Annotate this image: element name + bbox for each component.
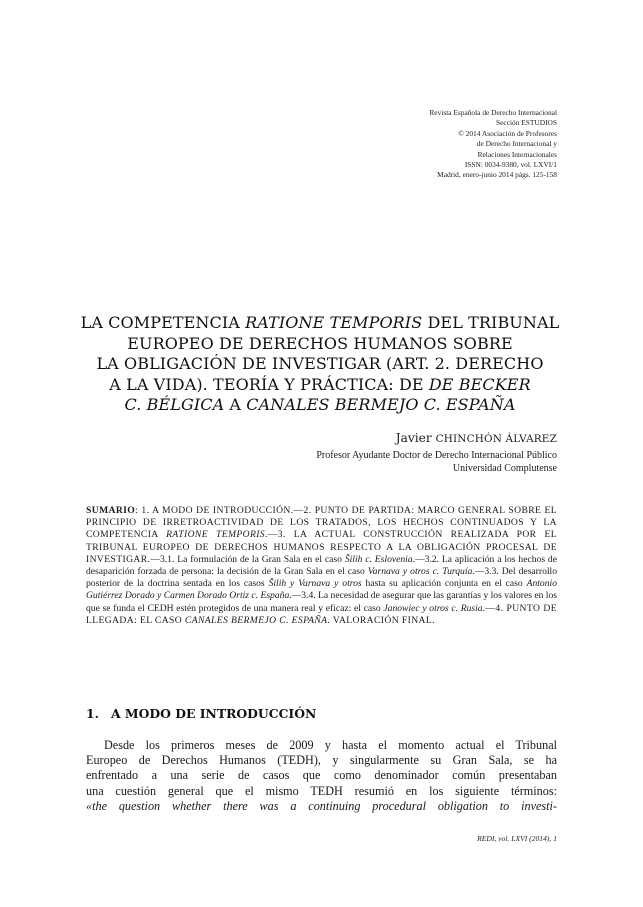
summary-text-italic: Šilih c. Eslovenia bbox=[344, 553, 413, 565]
summary-text: . VALORACIÓN FINAL. bbox=[327, 614, 435, 626]
summary-text-italic: Antonio Gutiérrez Dorado y Carmen Dorado Ortiz c. España bbox=[86, 578, 557, 602]
summary-text-italic: Varnava y otros c. Turquía bbox=[367, 566, 473, 578]
body-line: una cuestión general que el mismo TEDH resumió en los siguiente términos: bbox=[86, 783, 557, 798]
author-affiliation bbox=[316, 449, 557, 476]
author-last-name: CHINCHÓN ÁLVAREZ bbox=[435, 433, 557, 445]
section-heading bbox=[86, 706, 316, 721]
summary-text: .—3. LA ACTUAL CONSTRUCCIÓN REALIZADA POR EL TRIBUNAL EUROPEO DE DERECHOS HUMANOS RESPECTO A LA OBLIGACIÓN PROCESAL DE INVESTIGAR. bbox=[86, 529, 557, 565]
journal-masthead bbox=[429, 108, 557, 181]
masthead-line: Relaciones Internacionales bbox=[477, 149, 557, 159]
body-line: Desde los primeros meses de 2009 y hasta el momento actual el Tribunal bbox=[104, 738, 557, 752]
section-title: A MODO DE INTRODUCCIÓN bbox=[110, 706, 317, 721]
masthead-line: © 2014 Asociación de Profesores bbox=[458, 128, 557, 138]
title-line: LA OBLIGACIÓN DE INVESTIGAR (ART. 2. DERECHO bbox=[96, 354, 544, 373]
masthead-line: de Derecho Internacional y bbox=[476, 139, 557, 149]
summary-block bbox=[86, 505, 557, 627]
summary-label: SUMARIO bbox=[86, 505, 136, 516]
summary-text-italic: Janowiec y otros c. Rusia bbox=[383, 602, 483, 614]
title-text-italic: DE BECKER bbox=[428, 374, 531, 394]
article-title bbox=[60, 313, 580, 416]
section-number: 1. bbox=[86, 706, 99, 721]
title-line bbox=[60, 375, 580, 396]
title-text-italic: RATIONE TEMPORIS bbox=[245, 313, 423, 332]
summary-text: .—3.2. La aplicación a los hechos de desaparición forzada de persona: la decisión de la Gran Sala en el caso bbox=[86, 553, 557, 578]
summary-text-italic: CANALES BERMEJO C. ESPAÑA bbox=[184, 614, 328, 626]
title-text: DEL TRIBUNAL bbox=[422, 313, 560, 332]
summary-text: —3.1. La formulación de la Gran Sala en el caso bbox=[150, 553, 345, 565]
title-text-italic: C. BÉLGICA bbox=[124, 395, 225, 414]
page-footer: REDI, vol. LXVI (2014), 1 bbox=[477, 834, 557, 843]
author-role: Profesor Ayudante Doctor de Derecho Internacional Público bbox=[316, 450, 557, 461]
summary-text: .—3.3. Del desarrollo posterior de la doctrina sentada en los casos bbox=[86, 566, 557, 590]
masthead-line: ISSN: 0034-9380, vol. LXVI/1 bbox=[464, 160, 557, 170]
summary-text: hasta su aplicación conjunta en el caso bbox=[361, 578, 527, 590]
author-name bbox=[396, 431, 557, 445]
masthead-line: Madrid, enero-junio 2014 págs. 125-158 bbox=[437, 170, 557, 180]
summary-text: .—4. PUNTO DE LLEGADA: EL CASO bbox=[86, 602, 557, 626]
title-text: A LA VIDA). TEORÍA Y PRÁCTICA: DE bbox=[109, 374, 429, 394]
title-line: EUROPEO DE DERECHOS HUMANOS SOBRE bbox=[127, 333, 513, 353]
summary-text: .—3.4. La necesidad de asegurar que las garantías y los valores en los que se funda el CEDH estén protegidos de una manera real y eficaz: el caso bbox=[86, 590, 557, 614]
summary-text-italic: Šilih y Varnava y otros bbox=[268, 578, 362, 590]
title-text: LA COMPETENCIA bbox=[80, 313, 246, 332]
summary-text: : 1. A MODO DE INTRODUCCIÓN.—2. PUNTO DE PARTIDA: MARCO GENERAL SOBRE EL PRINCIPIO DE IRRETROACTIVIDAD DE LOS TRATADOS, LOS HECHOS CONTINUADOS Y LA COMPETENCIA bbox=[86, 505, 557, 541]
title-text: A bbox=[224, 395, 247, 414]
body-line: Europeo de Derechos Humanos (TEDH), y singularmente su Gran Sala, se ha bbox=[86, 753, 557, 768]
title-line bbox=[60, 395, 580, 416]
author-university: Universidad Complutense bbox=[452, 463, 557, 475]
masthead-line: Revista Española de Derecho Internacional bbox=[429, 108, 557, 117]
author-first-name: Javier bbox=[395, 431, 436, 445]
title-line bbox=[60, 313, 580, 334]
summary-text-italic: RATIONE TEMPORIS bbox=[166, 529, 265, 541]
body-line: enfrentado a una serie de casos que como denominador común presentaban bbox=[86, 768, 557, 783]
masthead-line: Sección ESTUDIOS bbox=[496, 118, 557, 128]
body-paragraph bbox=[86, 738, 557, 814]
title-text-italic: CANALES BERMEJO C. ESPAÑA bbox=[246, 395, 516, 414]
body-line: «the question whether there was a continuing procedural obligation to investi- bbox=[86, 798, 557, 813]
